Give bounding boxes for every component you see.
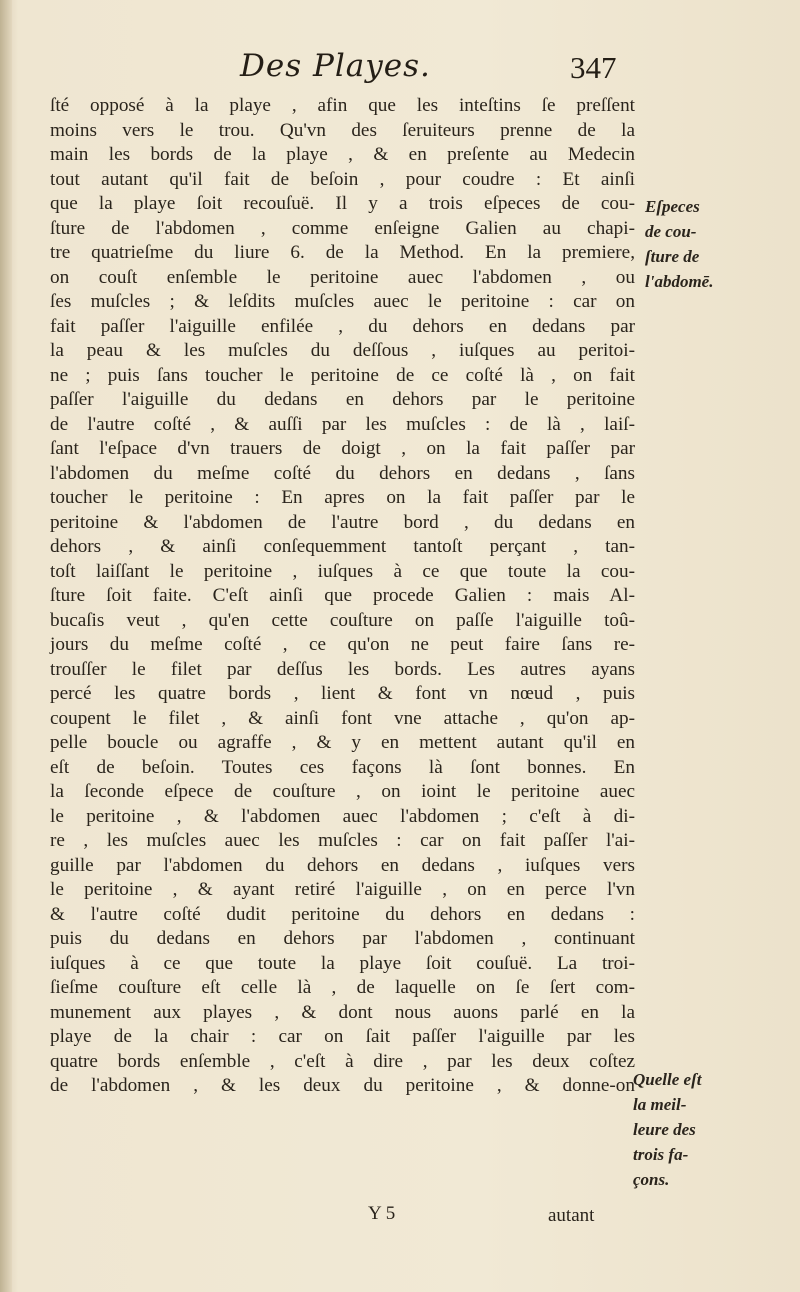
margin-note-quelle-est [633, 1067, 753, 1192]
page-number: 347 [570, 50, 617, 85]
page-header [0, 48, 800, 98]
text-line: quatre bords enſemble , c'eſt à dire , par les deux coſtez [50, 1050, 635, 1072]
text-line: la peau & les muſcles du deſſous , iuſques au peritoi- [50, 340, 635, 361]
text-line: percé les quatre bords , lient & font vn nœud , puis [50, 683, 635, 704]
text-line: la ſeconde eſpece de couſture , on ioint le peritoine auec [50, 781, 635, 802]
margin-note-line: l'abdomē. [645, 272, 714, 291]
margin-note-line: Quelle eſt [633, 1070, 702, 1089]
text-line: jours du meſme coſté , ce qu'on ne peut faire ſans re- [50, 634, 635, 655]
text-line: ſieſme couſture eſt celle là , de laquelle on ſe ſert com- [50, 977, 635, 998]
text-line: pelle boucle ou agraffe , & y en mettent autant qu'il en [50, 732, 635, 753]
text-line: tout autant qu'il fait de beſoin , pour coudre : Et ainſi [50, 168, 635, 190]
text-line: playe de la chair : car on ſait paſſer l'aiguille par les [50, 1026, 635, 1047]
margin-note-line: çons. [633, 1170, 670, 1189]
text-line: iuſques à ce que toute la playe ſoit couſuë. La troi- [50, 952, 635, 974]
text-line: tre quatrieſme du liure 6. de la Method. En la premiere, [50, 242, 635, 263]
text-line: munement aux playes , & dont nous auons parlé en la [50, 1001, 635, 1023]
text-line: toucher le peritoine : En apres on la fait paſſer par le [50, 487, 635, 508]
text-line: le peritoine , & ayant retiré l'aiguille , on en perce l'vn [50, 879, 635, 900]
body-text [50, 94, 635, 1099]
margin-note-line: trois fa- [633, 1145, 689, 1164]
text-line: ne ; puis ſans toucher le peritoine de ce coſté là , on fait [50, 364, 635, 386]
margin-note-line: Eſpeces [645, 197, 700, 216]
text-line: eſt de beſoin. Toutes ces façons là ſont bonnes. En [50, 756, 635, 778]
text-line: toſt laiſſant le peritoine , iuſques à ce que toute la cou- [50, 560, 635, 582]
catchword: autant [548, 1205, 595, 1226]
text-line: dehors , & ainſi conſequemment tantoſt perçant , tan- [50, 536, 635, 557]
text-line: ſes muſcles ; & leſdits muſcles auec le peritoine : car on [50, 291, 635, 312]
text-line: guille par l'abdomen du dehors en dedans , iuſques vers [50, 854, 635, 876]
margin-note-especes [645, 194, 765, 294]
margin-note-line: la meil- [633, 1095, 687, 1114]
text-line: coupent le filet , & ainſi font vne attache , qu'on ap- [50, 707, 635, 729]
text-line: de l'abdomen , & les deux du peritoine , & donne-on [50, 1075, 635, 1096]
text-line: de l'autre coſté , & auſſi par les muſcles : de là , laiſ- [50, 413, 635, 435]
text-line: & l'autre coſté dudit peritoine du dehors en dedans : [50, 903, 635, 925]
text-line: puis du dedans en dehors par l'abdomen , continuant [50, 928, 635, 949]
text-line: fait paſſer l'aiguille enfilée , du dehors en dedans par [50, 315, 635, 337]
signature-mark: Y 5 [368, 1203, 396, 1224]
margin-note-line: de cou- [645, 222, 697, 241]
text-line: ſture ſoit faite. C'eſt ainſi que procede Galien : mais Al- [50, 585, 635, 606]
running-title: Des Playes. [240, 48, 431, 84]
text-line: peritoine & l'abdomen de l'autre bord , du dedans en [50, 511, 635, 533]
text-line: bucaſis veut , qu'en cette couſture on paſſe l'aiguille toû- [50, 609, 635, 631]
page-footer [0, 1203, 800, 1233]
text-line: l'abdomen du meſme coſté du dehors en dedans , ſans [50, 462, 635, 484]
text-line: paſſer l'aiguille du dedans en dehors par le peritoine [50, 389, 635, 410]
margin-note-line: ſture de [645, 247, 700, 266]
text-line: re , les muſcles auec les muſcles : car on fait paſſer l'ai- [50, 830, 635, 851]
text-line: main les bords de la playe , & en preſente au Medecin [50, 144, 635, 165]
text-line: le peritoine , & l'abdomen auec l'abdomen ; c'eſt à di- [50, 805, 635, 827]
text-line: on couſt enſemble le peritoine auec l'abdomen , ou [50, 266, 635, 288]
text-line: trouſſer le filet par deſſus les bords. Les autres ayans [50, 658, 635, 680]
page-gutter [0, 0, 12, 1292]
text-line: ſant l'eſpace d'vn trauers de doigt , on la fait paſſer par [50, 438, 635, 459]
text-line: ſté opposé à la playe , afin que les inteſtins ſe preſſent [50, 95, 635, 116]
text-line: moins vers le trou. Qu'vn des ſeruiteurs prenne de la [50, 119, 635, 141]
margin-note-line: leure des [633, 1120, 696, 1139]
text-line: que la playe ſoit recouſuë. Il y a trois eſpeces de cou- [50, 193, 635, 214]
text-line: ſture de l'abdomen , comme enſeigne Galien au chapi- [50, 217, 635, 239]
